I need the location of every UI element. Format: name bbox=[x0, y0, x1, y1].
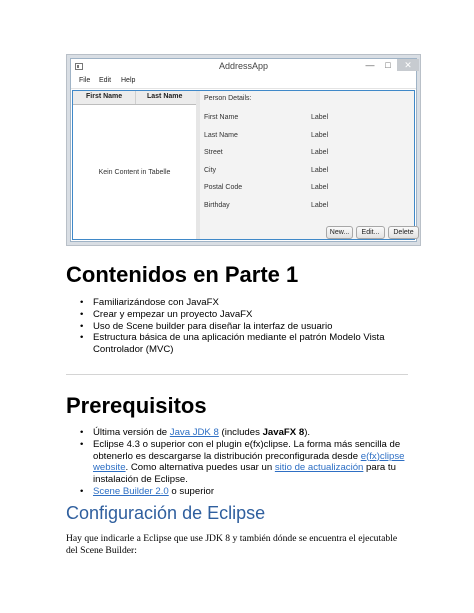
detail-value-birthday: Label bbox=[311, 202, 329, 209]
scene-builder-link[interactable]: Scene Builder 2.0 bbox=[93, 485, 169, 497]
column-last-name[interactable]: Last Name bbox=[147, 93, 183, 100]
heading-contenidos: Contenidos en Parte 1 bbox=[66, 262, 299, 287]
close-icon[interactable]: ✕ bbox=[397, 59, 419, 71]
list-item: • Crear y empezar un proyecto JavaFX bbox=[93, 309, 415, 321]
detail-value-city: Label bbox=[311, 167, 329, 174]
update-site-link[interactable]: sitio de actualización bbox=[274, 462, 364, 474]
configuracion-paragraph: Hay que indicarle a Eclipse que use JDK 8 y también dónde se encuentra el ejecutable del Scene Builder: bbox=[66, 533, 398, 556]
contenidos-list bbox=[93, 297, 415, 356]
details-heading: Person Details: bbox=[204, 95, 252, 102]
app-screenshot bbox=[66, 54, 421, 246]
menu-help[interactable]: Help bbox=[121, 77, 136, 84]
detail-label-birthday: Birthday bbox=[204, 202, 230, 209]
section-divider bbox=[66, 374, 408, 375]
heading-prerequisitos: Prerequisitos bbox=[66, 393, 207, 418]
minimize-icon[interactable]: — bbox=[365, 60, 375, 70]
prerequisitos-list bbox=[93, 427, 415, 498]
maximize-icon[interactable]: □ bbox=[385, 60, 391, 70]
java-jdk-link[interactable]: Java JDK 8 bbox=[169, 427, 219, 438]
detail-value-last-name: Label bbox=[311, 132, 329, 139]
new-button[interactable]: New... bbox=[326, 226, 353, 239]
detail-label-street: Street bbox=[204, 149, 223, 156]
window-titlebar bbox=[71, 59, 416, 75]
column-first-name[interactable]: First Name bbox=[86, 93, 123, 100]
column-separator bbox=[135, 91, 136, 104]
window-title: AddressApp bbox=[218, 61, 269, 71]
person-table[interactable] bbox=[73, 91, 197, 239]
list-item: • Uso de Scene builder para diseñar la interfaz de usuario bbox=[93, 321, 415, 333]
menu-file[interactable]: File bbox=[79, 77, 91, 84]
app-content bbox=[72, 90, 415, 240]
edit-button[interactable]: Edit... bbox=[356, 226, 385, 239]
detail-value-postal-code: Label bbox=[311, 184, 329, 191]
efxclipse-website-link[interactable]: e(fx)clipse website bbox=[93, 450, 405, 474]
list-item: • Familiarizándose con JavaFX bbox=[93, 297, 415, 309]
table-header bbox=[73, 91, 196, 105]
detail-label-city: City bbox=[204, 167, 217, 174]
detail-label-postal-code: Postal Code bbox=[204, 184, 243, 191]
detail-label-first-name: First Name bbox=[204, 114, 239, 121]
detail-label-last-name: Last Name bbox=[204, 132, 238, 139]
table-empty-message: Kein Content in Tabelle bbox=[98, 169, 171, 176]
detail-value-street: Label bbox=[311, 149, 329, 156]
list-item: • Eclipse 4.3 o superior con el plugin e(fx)clipse. La forma más sencilla de obtenerlo es descargarse la distribución preconfigurada desde e(fx)clipse website. Como alternativa puedes usar un sitio de actualización para tu instalación de Eclipse. bbox=[93, 439, 415, 486]
list-item: • Scene Builder 2.0 o superior bbox=[93, 486, 415, 498]
heading-configuracion: Configuración de Eclipse bbox=[66, 503, 266, 523]
detail-value-first-name: Label bbox=[311, 114, 329, 121]
menu-bar bbox=[71, 76, 416, 89]
person-details-pane bbox=[200, 91, 414, 239]
app-window bbox=[70, 58, 417, 242]
menu-edit[interactable]: Edit bbox=[99, 77, 112, 84]
list-item: • Estructura básica de una aplicación mediante el patrón Modelo Vista Controlador (MVC) bbox=[93, 332, 403, 356]
list-item: • Última versión de Java JDK 8 (includes JavaFX 8). bbox=[93, 427, 415, 439]
delete-button[interactable]: Delete bbox=[388, 226, 419, 239]
